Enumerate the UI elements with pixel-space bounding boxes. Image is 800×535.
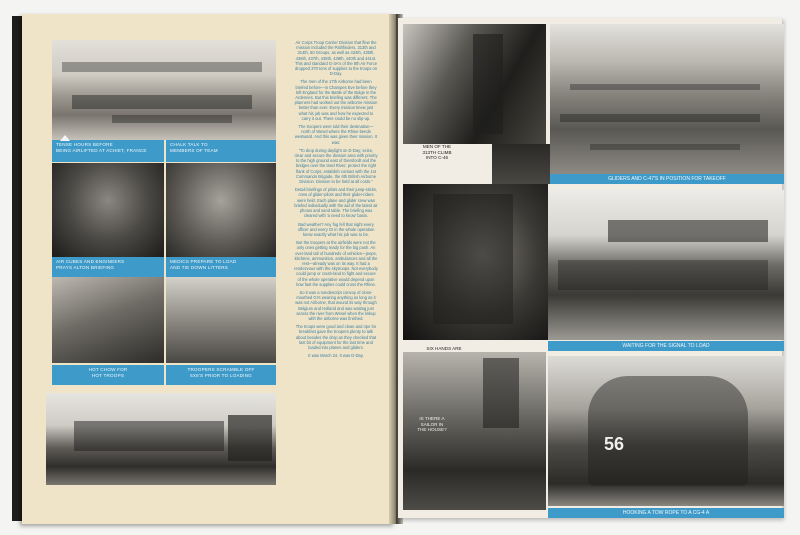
photo-briefing bbox=[52, 163, 164, 257]
caption-gliders: GLIDERS AND C-47'S IN POSITION FOR TAKEOFF bbox=[550, 174, 784, 184]
caption-hooking: HOOKING A TOW ROPE TO A CG-4 A bbox=[548, 508, 784, 518]
photo-plane-door bbox=[403, 24, 546, 144]
photo-plane-signal bbox=[548, 190, 784, 340]
article-paragraph: The troops were good and clean and ripe for breakfast gave the troopers plenty to talk about besides the drop as they checked that last bit of equipment for the last time and loaded into planes and gliders. bbox=[295, 324, 377, 350]
article-paragraph: It was March 24. It was D-Day. bbox=[308, 353, 364, 359]
photo-jeep bbox=[166, 277, 276, 363]
photo-tow-rope bbox=[548, 356, 784, 506]
caption-troopers: TROOPERS SCRAMBLE OFF 6X6'S PRIOR TO LOADING bbox=[166, 365, 276, 385]
article-paragraph: But the troopers at the airfields were not the only ones getting ready for the big push. An over-land tail of hundreds of vehicles—jeeps, kitchens, ammunition, ambulances and all the rest—already was on its way. It had a rendezvous with the skytroops. Not everybody could jump or crash-land to fight and secure of the whole operative would depend upon how fast the supplies could cross the Rhine. bbox=[294, 240, 378, 287]
caption-six-hands: SIX HANDS ARE bbox=[426, 346, 462, 351]
caption-chalk: CHALK TALK TO MEMBERS OF TEAM bbox=[166, 140, 276, 162]
article-paragraph: The men of the 17th Airborne had been briefed before—in Champes Eve before they left England for the Battle of the Bulge in the Ardennes. But this briefing was different. The planners had worked out the airborne mission better than ever. Every mission knew just what his job was and how he expected to carry it out. There could be no slip-up. bbox=[294, 79, 378, 121]
caption-sailor: IS THERE A SAILOR IN THE HOUSE? bbox=[417, 416, 447, 433]
article-paragraph: Air Corps Troop Carrier Division that flew the mission included the Pathfinders, 313th and 314th, 50 Groups, as well as 434th, 435th, 436th, 437th, 438th, 439th, 440th and 441st. This and standard G-3A's of the 8th Air Force dropped 370 tons of supplies to the troops on D-Day. bbox=[294, 40, 378, 77]
caption-men: MEN OF THE 313TH CLIMB INTO C-46 bbox=[422, 144, 452, 161]
caption-waiting: WAITING FOR THE SIGNAL TO LOAD bbox=[548, 341, 784, 351]
photo-six-hands bbox=[403, 184, 548, 340]
photo-tent-camp bbox=[52, 40, 276, 140]
caption-chow: HOT CHOW FOR HOT TROOPS bbox=[52, 365, 164, 385]
photo-chow bbox=[52, 277, 164, 363]
article-paragraph: Bad weather? Any fog fell that night every officer and every GI in the whole operation knew exactly what his job was to be. bbox=[297, 221, 375, 237]
article-paragraph: "To drop during daylight on D-Day; seize, clear and secure the division area with priority to the high ground east of Diersfordt and the bridges over the Issel River; protect the right flank of Corps; establish contact with the 1st Commando Brigade, the 6th British Airborne Division. Division to be held at all costs." bbox=[294, 147, 378, 185]
photo-trucks bbox=[46, 393, 276, 485]
caption-medics: MEDICS PREPARE TO LOAD AND TIE DOWN LITTERS bbox=[166, 257, 276, 277]
caption-tents: TENSE HOURS BEFORE BEING AIRLIFTED AT ACHIET, FRANCE bbox=[52, 140, 164, 162]
article-paragraph: So it was a nondescript convoy of close-mouthed GI's wearing anything as long as it was not Airborne, that wound its way through Belgium and Holland and was waiting just across the river from Wesel when the linkup with the airborne was finished. bbox=[295, 289, 377, 321]
article-paragraph: The troopers were told their destination—north of Wesel where the Rhine bends westward. And this was given their mission. It was: bbox=[294, 124, 378, 145]
photo-aircraft-strip bbox=[492, 144, 550, 184]
arrow-up-icon bbox=[60, 135, 70, 141]
article-paragraph: Detail briefings of pilots and their jump-sticks, crew of glider-pilots and their glider-riders were held. Each plane and glider crew was briefed individually with the aid of the latest air photos and sand table. The briefing was cleared with 'a need to know' basis. bbox=[294, 187, 378, 219]
photo-crowd bbox=[166, 163, 276, 257]
article-text bbox=[294, 40, 378, 361]
photo-gliders-field bbox=[550, 24, 784, 174]
caption-engineers: AIR CUBES AND ENGINEERS PRAYS ALTON BRIEFING bbox=[52, 257, 164, 277]
glider-number: 56 bbox=[604, 434, 625, 454]
